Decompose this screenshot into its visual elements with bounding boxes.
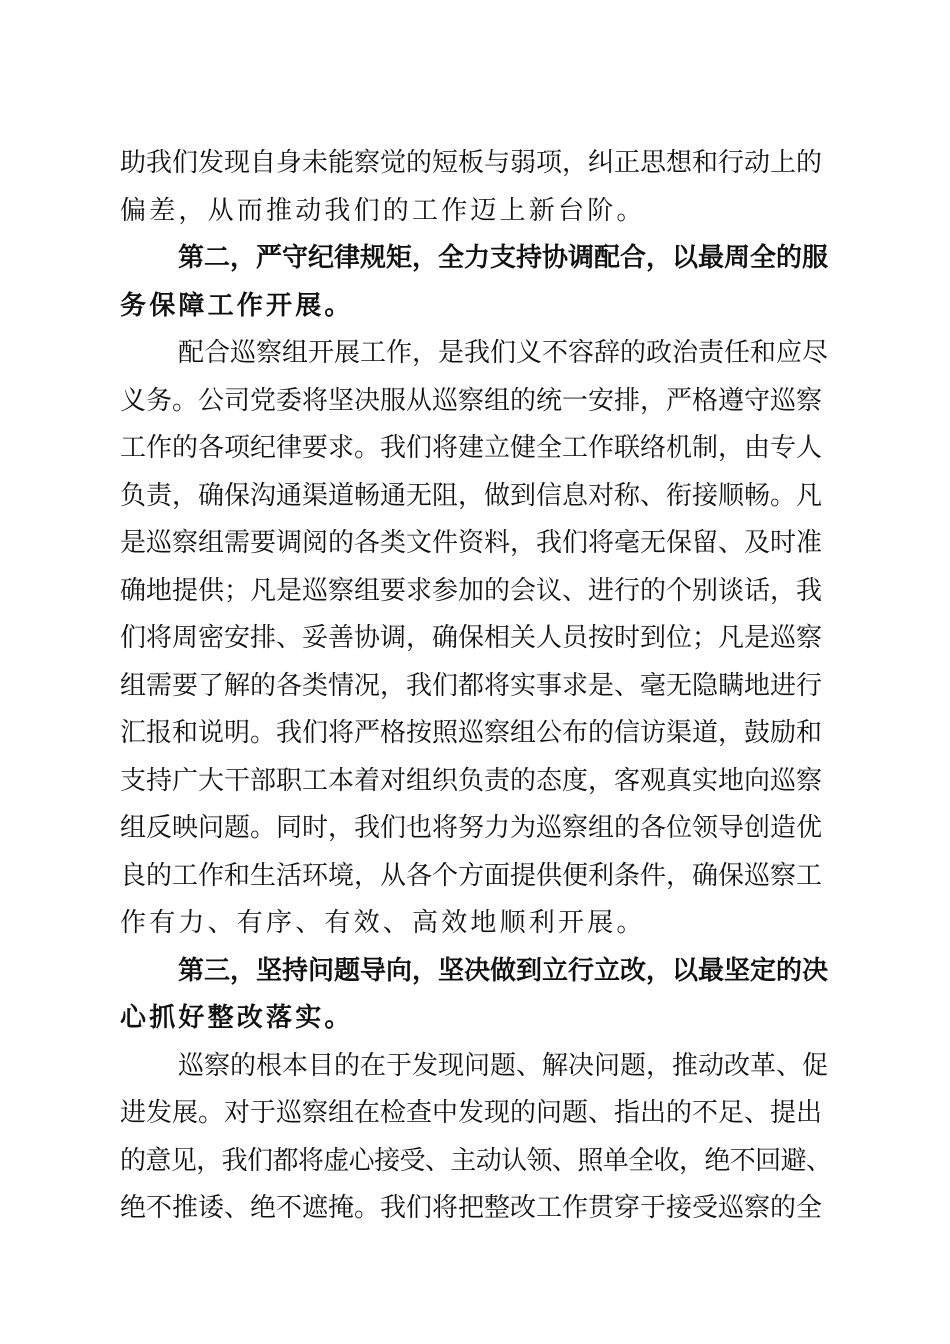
section-heading-line: 第三，坚持问题导向，坚决做到立行立改，以最坚定的决 (178, 955, 829, 986)
body-text-line: 汇报和说明。我们将严格按照巡察组公布的信访渠道，鼓励和 (120, 718, 823, 748)
body-text-line: 进发展。对于巡察组在检查中发现的问题、指出的不足、提出 (120, 1098, 823, 1128)
body-text-line: 偏差，从而推动我们的工作迈上新台阶。 (120, 195, 646, 226)
body-text-line: 作有力、有序、有效、高效地顺利开展。 (120, 908, 646, 938)
body-text-line: 绝不推诿、绝不遮掩。我们将把整改工作贯穿于接受巡察的全 (120, 1193, 823, 1223)
body-text-line: 组反映问题。同时，我们也将努力为巡察组的各位领导创造优 (120, 813, 823, 843)
body-text-line: 配合巡察组开展工作，是我们义不容辞的政治责任和应尽 (178, 338, 829, 368)
body-text-line: 确地提供；凡是巡察组要求参加的会议、进行的个别谈话，我 (120, 575, 823, 606)
body-text-line: 是巡察组需要调阅的各类文件资料，我们将毫无保留、及时准 (120, 528, 823, 558)
body-text-line: 巡察的根本目的在于发现问题、解决问题，推动改革、促 (178, 1050, 829, 1081)
body-text-line: 义务。公司党委将坚决服从巡察组的统一安排，严格遵守巡察 (120, 385, 823, 416)
body-text-line: 组需要了解的各类情况，我们都将实事求是、毫无隐瞒地进行 (120, 670, 823, 701)
section-heading-line: 第二，严守纪律规矩，全力支持协调配合，以最周全的服 (178, 243, 829, 273)
body-text-line: 工作的各项纪律要求。我们将建立健全工作联络机制，由专人 (120, 433, 823, 463)
section-heading-line: 心抓好整改落实。 (120, 1003, 354, 1033)
body-text-line: 助我们发现自身未能察觉的短板与弱项，纠正思想和行动上的 (120, 148, 823, 178)
body-text-line: 的意见，我们都将虚心接受、主动认领、照单全收，绝不回避、 (120, 1145, 832, 1176)
body-text-line: 们将周密安排、妥善协调，确保相关人员按时到位；凡是巡察 (120, 623, 823, 653)
section-heading-line: 务保障工作开展。 (120, 290, 354, 321)
body-text-line: 支持广大干部职工本着对组织负责的态度，客观真实地向巡察 (120, 765, 823, 796)
document-body (120, 140, 832, 1233)
body-text-line: 负责，确保沟通渠道畅通无阻，做到信息对称、衔接顺畅。凡 (120, 480, 823, 511)
body-text-line: 良的工作和生活环境，从各个方面提供便利条件，确保巡察工 (120, 860, 823, 891)
